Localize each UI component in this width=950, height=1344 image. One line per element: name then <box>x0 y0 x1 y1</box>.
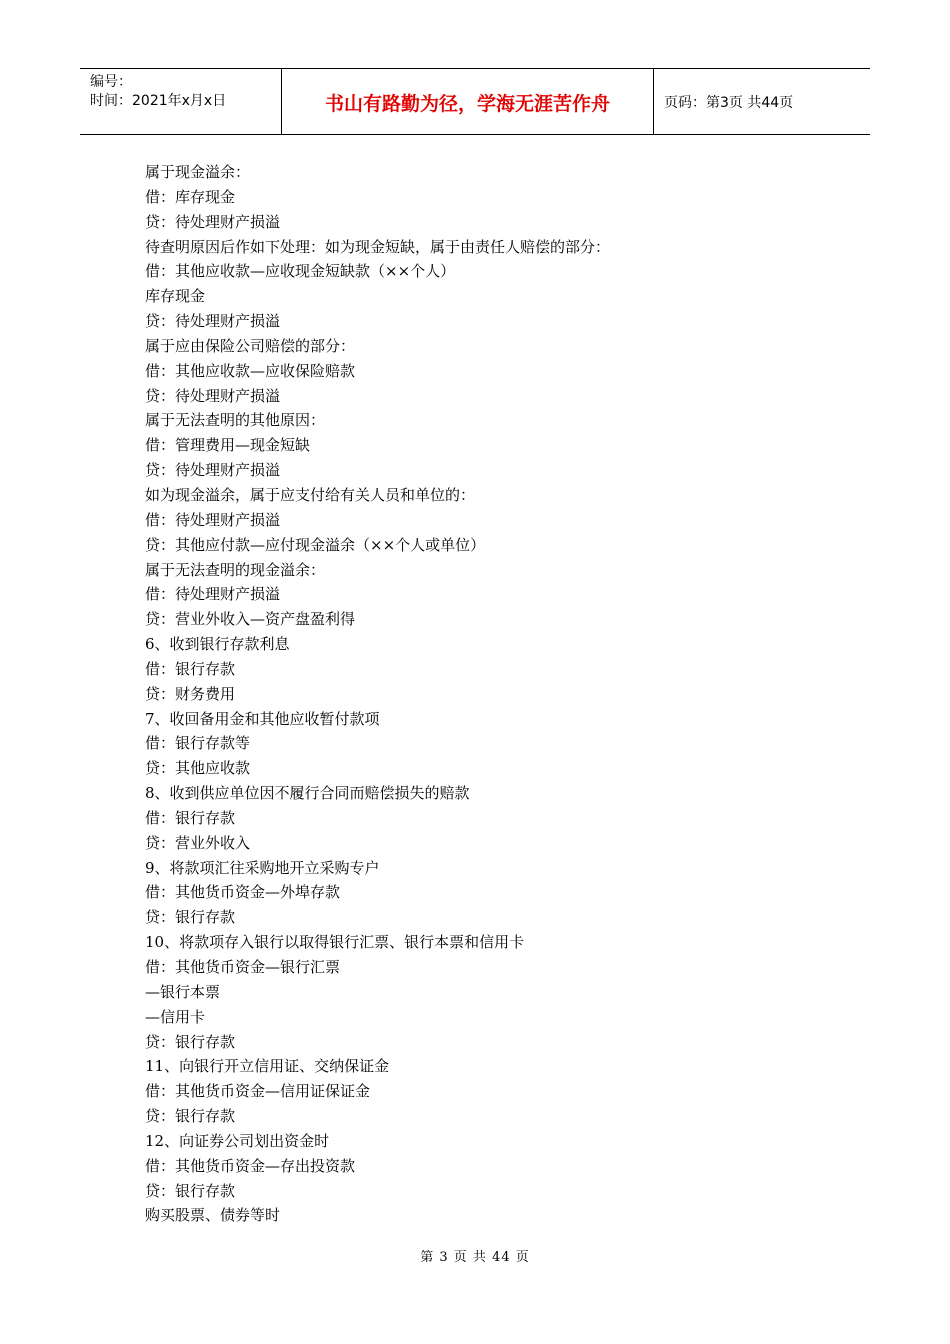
body-line: 库存现金 <box>145 287 206 306</box>
header-meta <box>80 69 282 134</box>
body-line: 借：银行存款等 <box>145 734 251 753</box>
body-line: 如为现金溢余，属于应支付给有关人员和单位的： <box>145 485 476 504</box>
body-line: 借：管理费用—现金短缺 <box>145 436 311 455</box>
body-line: 贷：其他应收款 <box>145 759 251 778</box>
body-line: 借：其他应收款—应收现金短缺款（××个人） <box>145 262 456 281</box>
body-line: 贷：待处理财产损溢 <box>145 312 281 331</box>
body-line: 待查明原因后作如下处理：如为现金短缺，属于由责任人赔偿的部分： <box>145 237 611 256</box>
body-line: 借：其他货币资金—存出投资款 <box>145 1156 356 1175</box>
body-line: —信用卡 <box>145 1007 206 1026</box>
body-line: 属于无法查明的现金溢余： <box>145 560 326 579</box>
body-line: 贷：银行存款 <box>145 1032 236 1051</box>
body-line: 9、将款项汇往采购地开立采购专户 <box>145 858 380 877</box>
body-line: 12、向证券公司划出资金时 <box>145 1131 330 1150</box>
body-line: 借：待处理财产损溢 <box>145 510 281 529</box>
body-line: —银行本票 <box>145 982 221 1001</box>
body-line: 借：其他货币资金—外埠存款 <box>145 883 341 902</box>
body-line: 6、收到银行存款利息 <box>145 635 290 654</box>
body-line: 贷：银行存款 <box>145 1107 236 1126</box>
body-line: 贷：银行存款 <box>145 1181 236 1200</box>
header-motto: 书山有路勤为径，学海无涯苦作舟 <box>282 69 654 134</box>
body-line: 10、将款项存入银行以取得银行汇票、银行本票和信用卡 <box>145 933 525 952</box>
body-line: 贷：待处理财产损溢 <box>145 212 281 231</box>
body-line: 借：其他应收款—应收保险赔款 <box>145 361 356 380</box>
body-line: 贷：待处理财产损溢 <box>145 461 281 480</box>
body-line: 贷：其他应付款—应付现金溢余（××个人或单位） <box>145 535 486 554</box>
document-date: 时间：2021年x月x日 <box>90 93 227 109</box>
body-line: 借：银行存款 <box>145 659 236 678</box>
body-line: 属于无法查明的其他原因： <box>145 411 326 430</box>
document-body <box>145 160 845 1228</box>
body-line: 贷：营业外收入 <box>145 833 251 852</box>
body-line: 7、收回备用金和其他应收暂付款项 <box>145 709 380 728</box>
page-header <box>80 68 870 135</box>
body-line: 贷：银行存款 <box>145 908 236 927</box>
body-line: 借：库存现金 <box>145 187 236 206</box>
body-line: 购买股票、债券等时 <box>145 1206 281 1225</box>
body-line: 借：其他货币资金—银行汇票 <box>145 958 341 976</box>
header-page-info: 页码：第3页 共44页 <box>664 94 794 111</box>
page-footer: 第 3 页 共 44 页 <box>420 1250 530 1265</box>
body-line: 借：其他货币资金—信用证保证金 <box>145 1082 371 1101</box>
body-line: 借：待处理财产损溢 <box>145 585 281 604</box>
body-line: 属于应由保险公司赔偿的部分： <box>145 336 356 355</box>
body-line: 11、向银行开立信用证、交纳保证金 <box>145 1057 390 1076</box>
body-line: 贷：待处理财产损溢 <box>145 386 281 405</box>
document-number-label: 编号： <box>90 74 132 90</box>
body-line: 贷：营业外收入—资产盘盈利得 <box>145 610 356 629</box>
body-line: 贷：财务费用 <box>145 684 236 703</box>
body-line: 借：银行存款 <box>145 808 236 827</box>
body-line: 8、收到供应单位因不履行合同而赔偿损失的赔款 <box>145 784 470 803</box>
body-line: 属于现金溢余： <box>145 163 251 181</box>
